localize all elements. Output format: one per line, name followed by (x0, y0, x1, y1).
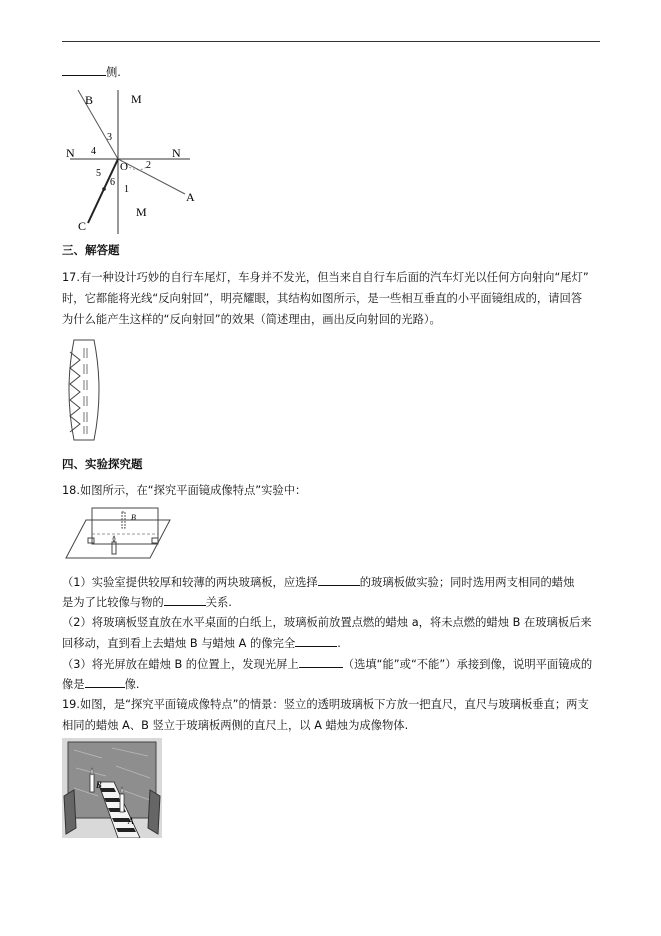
hatch-lines (84, 348, 87, 434)
q17-line-2: 时，它都能将光线“反向射回”，明亮耀眼，其结构如图所示，是一些相互垂直的小平面镜组成的，请回答 (62, 292, 583, 305)
q17-line-3: 为什么能产生这样的“反向射回”的效果（简述理由，画出反向射回的光路）。 (62, 313, 441, 326)
ray-dot (102, 187, 106, 191)
ray-oc (88, 159, 118, 223)
answer-blank (85, 676, 125, 688)
angle-1: 1 (124, 184, 129, 195)
angle-6: 6 (110, 177, 115, 188)
q16-tail: 侧. (62, 64, 121, 81)
ray-bo (78, 90, 118, 159)
mirror-zigzag (70, 352, 80, 432)
photo-label-a: A (128, 816, 134, 826)
table-surface (66, 520, 170, 558)
q18-p2-line-2: 回移动，直到看上去蜡烛 B 与蜡烛 A 的像完全 . (62, 637, 341, 650)
q18-p1-line-1: （1）实验室提供较厚和较薄的两块玻璃板，应选择 的玻璃板做实验；同时选用两支相同的蜡烛 (62, 576, 575, 589)
answer-blank (318, 574, 360, 586)
answer-blank (62, 64, 106, 76)
label-o: O (120, 161, 128, 173)
q19-line-2: 相同的蜡烛 A、B 竖立于玻璃板两侧的直尺上，以 A 蜡烛为成像物体. (62, 719, 409, 732)
candle-b-flame (91, 768, 93, 775)
mirror-experiment-figure (64, 502, 174, 562)
tail-light-figure (62, 338, 106, 442)
label-n-left: N (66, 146, 75, 160)
angle-5: 5 (96, 168, 101, 179)
photo-label-b: B (96, 780, 102, 790)
label-b: B (85, 93, 94, 107)
candle-b-photo (90, 774, 94, 792)
q17-line-1: 17.有一种设计巧妙的自行车尾灯，车身并不发光，但当来自自行车后面的汽车灯光以任何方向射向“尾灯” (62, 271, 589, 284)
section-3-title: 三、解答题 (62, 243, 120, 257)
angle-3: 3 (107, 132, 112, 143)
flame (113, 536, 115, 542)
answer-blank (299, 656, 343, 668)
candle-a-flame (121, 787, 123, 794)
q18-p2-line-1: （2）将玻璃板竖直放在水平桌面的白纸上，玻璃板前放置点燃的蜡烛 a，将未点燃的蜡烛 B 在玻璃板后来 (62, 616, 592, 629)
q18-p3-line-2: 像是 像. (62, 678, 140, 691)
q18-p3-line-1: （3）将光屏放在蜡烛 B 的位置上，发现光屏上 （选填“能”或“不能”）承接到像，说明平面镜成的 (62, 658, 593, 671)
candle-a-photo (120, 794, 124, 812)
label-c: C (78, 219, 87, 233)
section-4-title: 四、实验探究题 (62, 457, 143, 471)
candle-ruler-photo (62, 738, 162, 838)
label-n-right: N (172, 146, 181, 160)
angle-2: 2 (146, 160, 151, 171)
answer-blank (164, 594, 206, 606)
label-m-top: M (131, 92, 142, 106)
stand-left (64, 790, 76, 834)
angle-4: 4 (91, 146, 96, 157)
answer-blank (295, 635, 337, 647)
fig18-label-b: B (131, 513, 136, 522)
header-rule (62, 41, 600, 42)
reflection-diagram (60, 88, 200, 236)
q18-intro: 18.如图所示，在“探究平面镜成像特点”实验中： (62, 484, 307, 497)
clip-right (152, 538, 158, 543)
stand-right (148, 790, 160, 834)
label-m-bottom: M (136, 205, 147, 219)
label-a: A (186, 190, 195, 204)
q18-p1-line-2: 是为了比较像与物的 关系. (62, 596, 232, 609)
q19-line-1: 19.如图，是“探究平面镜成像特点”的情景：竖立的透明玻璃板下方放一把直尺，直尺与玻璃板垂直；两支 (62, 698, 589, 711)
clip-left (88, 538, 94, 543)
